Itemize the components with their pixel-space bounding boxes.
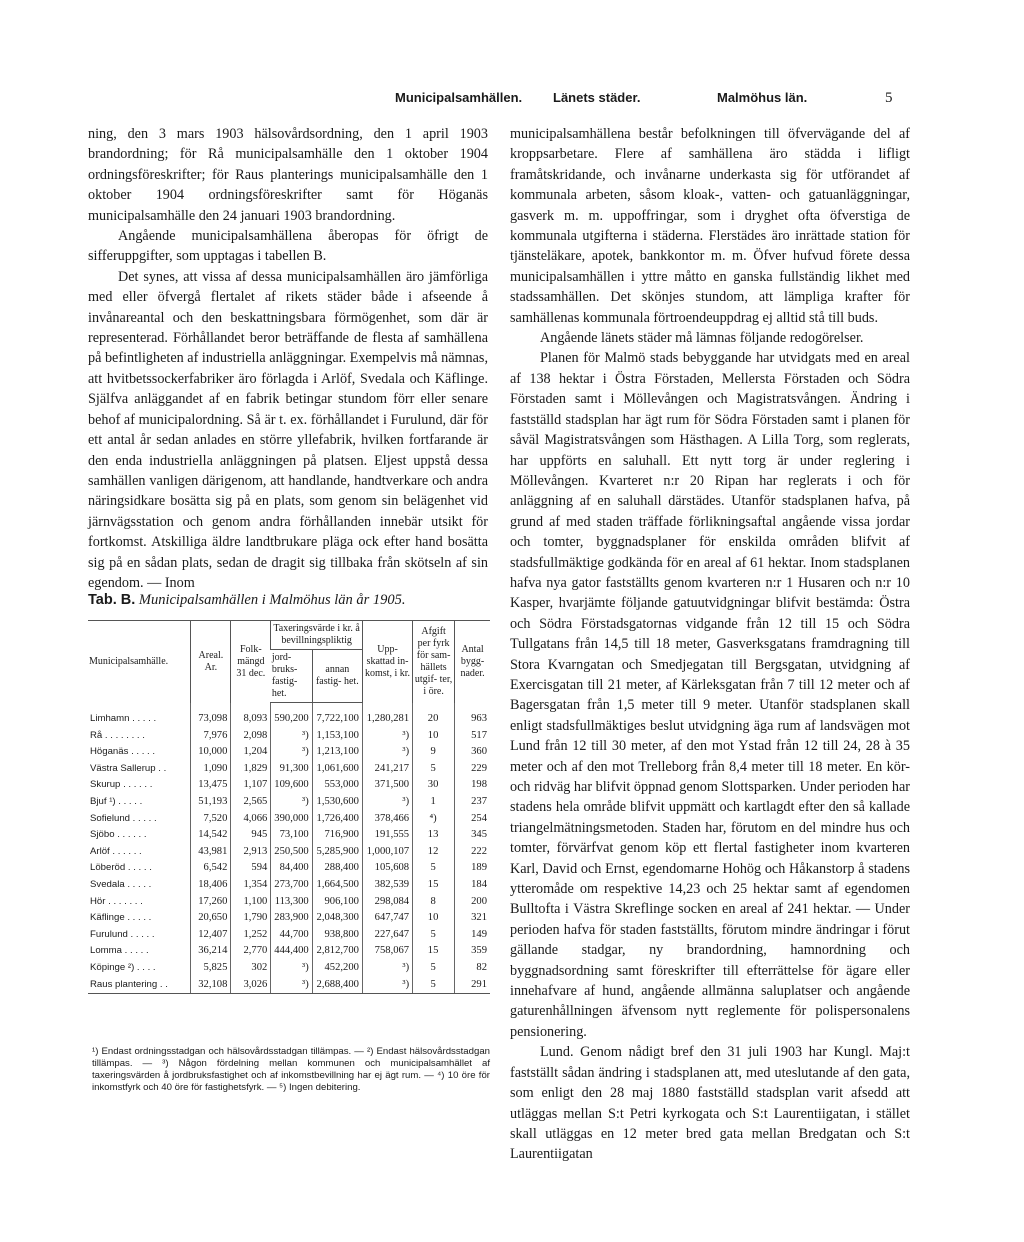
cell-name: Rå . . . . . . . . [90,729,145,741]
table-row [88,794,490,811]
cell-jord: 84,400 [271,860,312,877]
page-number: 5 [885,90,893,106]
cell-annan: 1,664,500 [312,877,362,894]
paragraph: Lund. Genom nådigt bref den 31 juli 1903 har Kungl. Maj:t fastställt sådan ändring i stadsplanen att, med uteslutande af den gata, som enligt den 28 maj 1880 fastställd stadsplan varit afsedd att utläggas mellan S:t Petri kyrkogata och S:t Laurentiigatan, i stället skall utläggas en 12 meter bred gata mellan Bredgatan och S:t Laurentiigatan [510,1044,910,1163]
cell-name: Raus plantering . . [88,977,191,994]
cell-jord: 73,100 [271,827,312,844]
table-row [88,894,490,911]
cell-areal: 6,542 [191,860,231,877]
cell-annan: 7,722,100 [312,703,362,728]
cell-name: Limhamn . . . . . [90,712,157,724]
cell-areal: 1,090 [191,761,231,778]
cell-jord: ³) [271,794,312,811]
cell-name: Västra Sallerup . . [90,762,167,774]
table-label: Tab. B. [88,592,136,608]
cell-annan: 2,688,400 [312,977,362,994]
cell-folk: 1,354 [231,877,271,894]
cell-name: Sofielund . . . . . [90,812,157,824]
cell-name: Hör . . . . . . . [90,895,143,907]
cell-ink: 105,608 [362,860,412,877]
cell-annan: 2,048,300 [312,910,362,927]
table-row [88,777,490,794]
cell-bygg: 200 [455,894,490,911]
cell-afg: 5 [413,977,455,994]
col-header-jordbruk: jord- bruks- fastig- het. [271,650,312,703]
cell-annan: 288,400 [312,860,362,877]
col-header-taxering: Taxeringsvärde i kr. å bevillningspliktig [271,621,363,650]
col-header-byggnader: Antal bygg- nader. [455,621,490,703]
running-header [0,90,1024,110]
left-text-column [88,124,488,593]
cell-folk: 1,107 [231,777,271,794]
cell-bygg: 82 [455,960,490,977]
cell-ink: 241,217 [362,761,412,778]
cell-afg: 5 [413,761,455,778]
cell-afg: 12 [413,844,455,861]
cell-folk: 1,829 [231,761,271,778]
table-row [88,703,490,728]
cell-areal: 5,825 [191,960,231,977]
cell-folk: 2,913 [231,844,271,861]
cell-afg: 10 [413,910,455,927]
cell-afg: 5 [413,960,455,977]
table-row [88,877,490,894]
cell-afg: 5 [413,927,455,944]
cell-afg: ⁴) [413,811,455,828]
table-row [88,927,490,944]
paragraph: municipalsamhällena består befolkningen till öfvervägande del af kroppsarbetare. Flere af samhällena äro städda i lifligt framåtskridande, och invånarne underkasta sig för utförandet af kommunala arbeten, såsom kloak-, vatten- och gatuanläggningar, gasverk m. m. uppoffringar, som i dryghet ofta öfverstiga de kommunala utgifterna i städerna. Flerstädes äro inrättade station för tjänsteläkare, apotek, bankkontor m. m. Öfver hufvud förete dessa municipalsamhällen i yttre måtto en ganska fullständig likhet med stadssamhällen. Det skönjes stundom, att lämpliga krafter för samhällenas kommunala förtroendeuppdrag ej alltid stå till buds. [510,126,910,326]
cell-jord: 109,600 [271,777,312,794]
cell-folk: 1,252 [231,927,271,944]
cell-areal: 51,193 [191,794,231,811]
cell-areal: 73,098 [191,703,231,728]
running-title-middle: Länets städer. [553,90,641,105]
cell-folk: 4,066 [231,811,271,828]
cell-folk: 1,100 [231,894,271,911]
cell-afg: 30 [413,777,455,794]
cell-areal: 17,260 [191,894,231,911]
cell-name: Lomma . . . . . [90,945,149,957]
cell-areal: 12,407 [191,927,231,944]
cell-annan: 1,213,100 [312,744,362,761]
cell-areal: 10,000 [191,744,231,761]
cell-ink: 1,000,107 [362,844,412,861]
cell-afg: 9 [413,744,455,761]
cell-name: Köpinge ²) . . . . [90,961,156,973]
col-header-areal: Areal. Ar. [191,621,231,703]
table-row [88,960,490,977]
table-footnote: ¹) Endast ordningsstadgan och hälsovårdsstadgan tillämpas. — ²) Endast hälsovårdsstadgan tillämpas. — ³) Någon fördelning mellan kommunen och municipalsamhället af taxeringsvärden å jordbruksfastighet och af inkomstbevillning har ej ägt rum. — ⁴) 10 öre för inkomstfyrk och 40 öre för fastighetsfyrk. — ⁵) Ingen debitering. [92,1046,490,1093]
cell-name: Höganäs . . . . . [90,746,156,758]
cell-jord: ³) [271,728,312,745]
table-row [88,728,490,745]
cell-annan: 1,530,600 [312,794,362,811]
cell-jord: 91,300 [271,761,312,778]
table-row [88,761,490,778]
col-header-folkmangd: Folk- mängd 31 dec. [231,621,271,703]
cell-ink: 382,539 [362,877,412,894]
table-row [88,811,490,828]
cell-jord: 590,200 [271,703,312,728]
cell-ink: 298,084 [362,894,412,911]
col-header-name: Municipalsamhälle. [88,621,191,703]
cell-bygg: 237 [455,794,490,811]
cell-annan: 938,800 [312,927,362,944]
running-title-left: Municipalsamhällen. [395,90,523,105]
cell-afg: 1 [413,794,455,811]
municipal-table [88,620,490,994]
cell-areal: 20,650 [191,910,231,927]
col-header-inkomst: Upp- skattad in- komst, i kr. [362,621,412,703]
cell-afg: 5 [413,860,455,877]
cell-afg: 8 [413,894,455,911]
paragraph: Planen för Malmö stads bebyggande har utvidgats med en areal af 138 hektar i Östra Förstaden, Mellersta Förstaden och Södra Förstaden samt i Möllevången och Magistratsvången. Ändring i fastställd stadsplan har ägt rum för Södra Förstaden samt i planen för såväl Magistratsvången som Hästhagen. A Lilla Torg, som reglerats, har uppförts en saluhall. Ett nytt torg är under reglering i Möllevången. Kvarteret n:r 20 Ripan har reglerats i och för anläggning af en saluhall därstädes. Utanför stadsplanen hafva, på grund af med staden träffade förlikningsaftal angående vissa jordar och tomter, byggnadsplaner för enskilda områden blifvit af stadsfullmäktige godkända för en areal af 61 hektar. Inom stadsplanen hafva nya gator fastställts genom kvarteren n:r 1 Husaren och n:r 10 Kasper, hvarjämte följande gatuutvidgningar blifvit bestämda: Östra och Södra Förstadsgatornas vidgande från 12 till 15 och Södra Tullgatans från 14,5 till 18 meter, Gasverksgatans framdragning till Stora Kvarngatan och Smedjegatan till Bergsgatan, utvidgning af Exercisgatan till 21 meter, af Kärleksgatan från 7 till 12 meter och af Bagersgatan från 1,5 meter till 9 meter. Utanför stadsplanen skall enligt stadsfullmäktiges beslut utvidgning äga rum af landsvägen mot Lund från 12 till 30 meter, af den mot Ystad från 12 till 24, 28 à 35 meter och af den mot Trelleborg från 8,4 meter till 18 meter. En kör- och ridväg har blifvit öppnad genom Slottsparken. Under perioden har stadens hela område blifvit uppmätt och kartlagdt efter den så kallade triangelmätningsmetoden. Staden har, förutom en del mindre hus och tomter, förvärfvat genom köp ett flertal fastigheter inom kvarteren Karl, David och Ernst, egendomarne Hohög och Håkanstorp å stadens ytteromåde om respektive 14,23 och 25 hektar samt af egendomen Bulltofta i Västra Skreflinge socken en areal af 241 hektar. — Under perioden hafva för staden fastställts, förutom mindre ändringar i förut gällande stadgar, ny brandordning, hamnordning och byggnadsordning samt föreskrifter till efterrättelse för ägare eller innehafvare af hund, angående allmänna saluplatser och angående gaturenhållningen äfvensom nytt reglemente för polispersonalens pensionering. [510,350,910,1040]
running-title-right: Malmöhus län. [717,90,808,105]
cell-afg: 20 [413,703,455,728]
cell-name: Svedala . . . . . [90,878,152,890]
cell-jord: ³) [271,977,312,994]
cell-jord: 273,700 [271,877,312,894]
cell-bygg: 321 [455,910,490,927]
cell-areal: 7,520 [191,811,231,828]
cell-folk: 2,770 [231,943,271,960]
table-row [88,910,490,927]
cell-afg: 13 [413,827,455,844]
paragraph: Angående länets städer må lämnas följande redogörelser. [540,330,864,347]
cell-annan: 1,153,100 [312,728,362,745]
cell-ink: 378,466 [362,811,412,828]
cell-annan: 5,285,900 [312,844,362,861]
cell-annan: 452,200 [312,960,362,977]
right-text-column [510,124,910,1165]
cell-ink: ³) [362,977,412,994]
cell-name: Sjöbo . . . . . . [90,829,147,841]
cell-bygg: 345 [455,827,490,844]
cell-jord: 44,700 [271,927,312,944]
cell-ink: 1,280,281 [362,703,412,728]
cell-folk: 3,026 [231,977,271,994]
paragraph: Det synes, att vissa af dessa municipalsamhällen äro jämförliga med eller öfvergå flertalet af rikets städer både i afseende å invånareantal och den beskattningsbara förmögenhet, som där är representerad. Förhållandet beror beträffande de flesta af samhällena på befintligheten af industriella anläggningar. Exempelvis må nämnas, att hvitbetssockerfabriker äro förlagda i Arlöf, Svedala och Käflinge. Själfva anläggandet af en fabrik betingar stundom förr eller senare behof af municipalordning. Så är t. ex. förhållandet i Furulund, där för ett antal år sedan anlades en större yllefabrik, hvilken fortfarande är den enda industriella anläggningen på platsen. Eljest uppstå dessa samhällen vanligen därigenom, att handlande, handtverkare och andra näringsidkare bosätta sig på en plats, som genom sin belägenhet vid järnvägsstation och genom andra förhållanden innebär utsikt för fortkomst. Atskilliga äldre landtbrukare pläga ock efter hand bosätta sig på en sådan plats, sedan de dragit sig tillbaka från skötseln af sin egendom. — Inom [88,268,488,591]
cell-ink: 191,555 [362,827,412,844]
cell-name: Furulund . . . . . [90,928,155,940]
cell-areal: 13,475 [191,777,231,794]
cell-afg: 15 [413,943,455,960]
cell-bygg: 229 [455,761,490,778]
cell-folk: 1,204 [231,744,271,761]
cell-folk: 8,093 [231,703,271,728]
cell-bygg: 254 [455,811,490,828]
cell-areal: 36,214 [191,943,231,960]
table-row [88,860,490,877]
cell-ink: ³) [362,744,412,761]
cell-areal: 18,406 [191,877,231,894]
cell-annan: 1,726,400 [312,811,362,828]
cell-bygg: 189 [455,860,490,877]
cell-bygg: 222 [455,844,490,861]
cell-annan: 2,812,700 [312,943,362,960]
cell-areal: 7,976 [191,728,231,745]
cell-jord: 444,400 [271,943,312,960]
cell-jord: ³) [271,960,312,977]
cell-bygg: 149 [455,927,490,944]
cell-afg: 10 [413,728,455,745]
cell-name: Käflinge . . . . . [90,912,152,924]
cell-ink: ³) [362,960,412,977]
cell-bygg: 360 [455,744,490,761]
table-row [88,844,490,861]
table-row [88,977,490,994]
cell-name: Bjuf ¹) . . . . . [90,795,143,807]
table-caption [88,592,406,609]
cell-name: Skurup . . . . . . [90,779,153,791]
cell-bygg: 184 [455,877,490,894]
col-header-annan: annan fastig- het. [312,650,362,703]
cell-bygg: 198 [455,777,490,794]
cell-name: Löberöd . . . . . [90,862,152,874]
cell-folk: 2,565 [231,794,271,811]
cell-annan: 716,900 [312,827,362,844]
cell-jord: 250,500 [271,844,312,861]
cell-ink: 758,067 [362,943,412,960]
cell-jord: ³) [271,744,312,761]
col-header-afgift: Afgift per fyrk för sam- hällets utgif- ter, i öre. [413,621,455,703]
cell-ink: ³) [362,728,412,745]
cell-folk: 302 [231,960,271,977]
table-row [88,943,490,960]
cell-annan: 1,061,600 [312,761,362,778]
cell-bygg: 359 [455,943,490,960]
table-row [88,744,490,761]
cell-ink: 227,647 [362,927,412,944]
cell-folk: 594 [231,860,271,877]
cell-bygg: 517 [455,728,490,745]
cell-annan: 553,000 [312,777,362,794]
cell-folk: 2,098 [231,728,271,745]
table-row [88,827,490,844]
cell-areal: 32,108 [191,977,231,994]
cell-annan: 906,100 [312,894,362,911]
cell-afg: 15 [413,877,455,894]
cell-folk: 1,790 [231,910,271,927]
cell-bygg: 291 [455,977,490,994]
cell-name: Arlöf . . . . . . [90,845,142,857]
cell-ink: 647,747 [362,910,412,927]
table-title: Municipalsamhällen i Malmöhus län år 1905. [138,592,406,608]
cell-jord: 113,300 [271,894,312,911]
cell-ink: ³) [362,794,412,811]
cell-areal: 43,981 [191,844,231,861]
cell-folk: 945 [231,827,271,844]
paragraph: Angående municipalsamhällena åberopas för öfrigt de sifferuppgifter, som upptagas i tabellen B. [88,228,488,265]
cell-ink: 371,500 [362,777,412,794]
cell-jord: 390,000 [271,811,312,828]
cell-jord: 283,900 [271,910,312,927]
paragraph: ning, den 3 mars 1903 hälsovårdsordning, den 1 april 1903 brandordning; för Rå municipalsamhälle den 1 oktober 1904 ordningsföreskrifter; för Raus planterings municipalsamhälle den 1 oktober 1904 ordningsföreskrifter samt för Höganäs municipalsamhälle den 24 januari 1903 brandordning. [88,126,488,224]
cell-bygg: 963 [455,703,490,728]
cell-areal: 14,542 [191,827,231,844]
